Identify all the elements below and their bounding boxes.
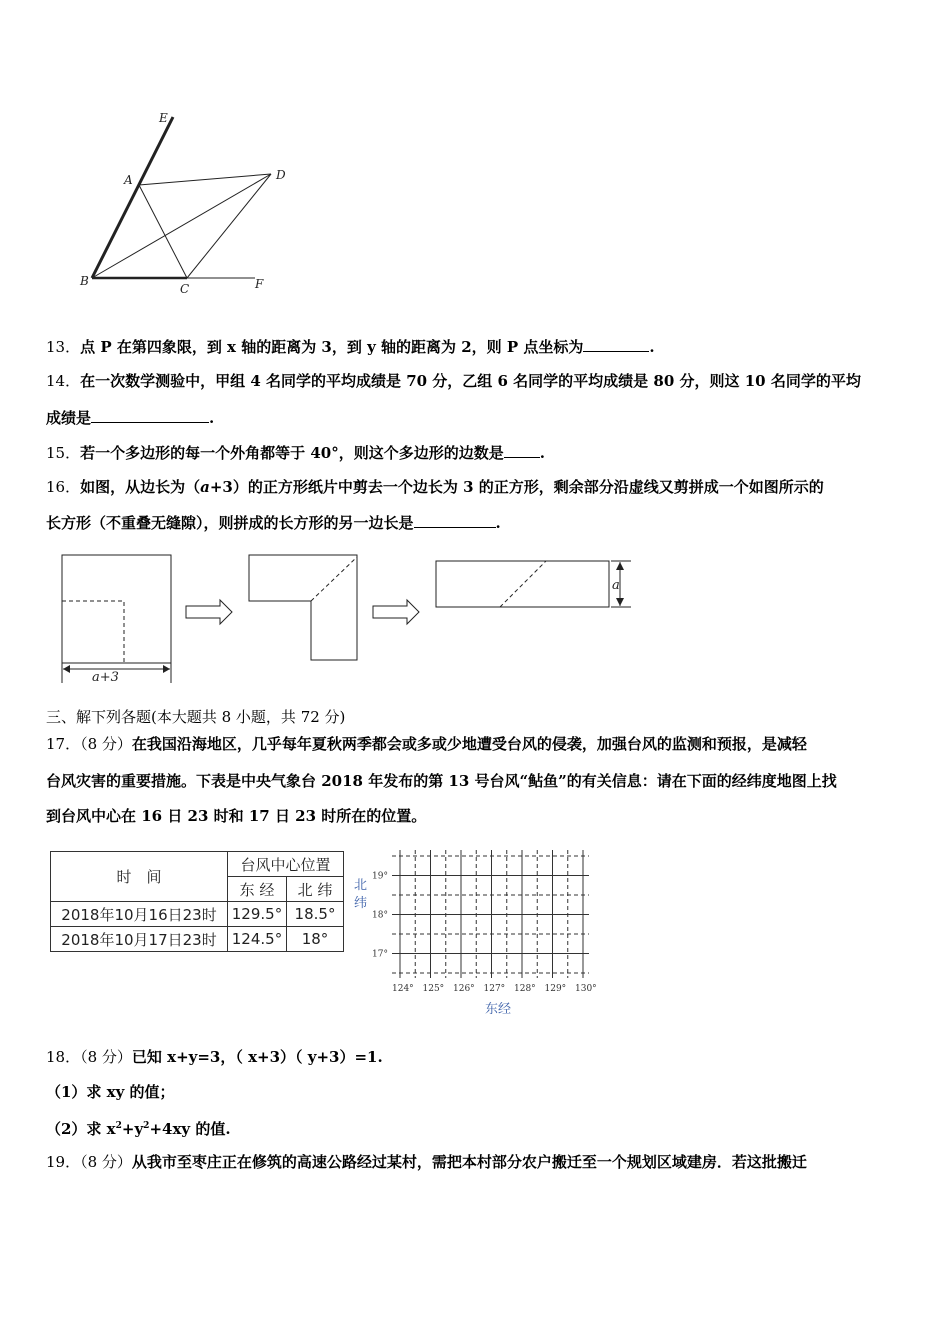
arrowhead-up bbox=[616, 562, 624, 570]
question-14-line2: 成绩是 . bbox=[46, 409, 215, 427]
question-17-line2: 台风灾害的重要措施。下表是中央气象台 2018 年发布的第 13 号台风“鲇鱼”的有关信息：请在下面的经纬度地图上找 bbox=[46, 772, 837, 790]
answer-blank[interactable] bbox=[504, 443, 540, 458]
header-position: 台风中心位置 bbox=[228, 852, 344, 877]
result-rectangle bbox=[436, 561, 609, 607]
lon-tick-label: 127° bbox=[483, 984, 506, 994]
lon-tick-label: 129° bbox=[544, 984, 567, 994]
label-a: A bbox=[124, 173, 133, 187]
question-18: 18．（8 分）已知 x+y=3，（ x+3）（ y+3）=1. bbox=[46, 1048, 383, 1066]
arrowhead-left bbox=[63, 665, 70, 673]
question-13: 13．点 P 在第四象限，到 x 轴的距离为 3，到 y 轴的距离为 2，则 P 点坐标为 . bbox=[46, 338, 655, 356]
row-time: 2018年10月16日23时 bbox=[51, 902, 228, 927]
lat-tick-label: 19° bbox=[372, 871, 388, 882]
lat-tick-label: 17° bbox=[372, 949, 388, 960]
label-c: C bbox=[180, 282, 190, 296]
question-17-line3: 到台风中心在 16 日 23 时和 17 日 23 时所在的位置。 bbox=[46, 807, 427, 825]
header-longitude: 东 经 bbox=[228, 877, 287, 902]
segment-ad bbox=[139, 174, 271, 185]
row-time: 2018年10月17日23时 bbox=[51, 927, 228, 952]
table-row bbox=[51, 902, 344, 927]
label-e: E bbox=[159, 111, 168, 125]
question-15: 15．若一个多边形的每一个外角都等于 40°，则这个多边形的边数是 . bbox=[46, 444, 545, 462]
question-18-part2: （2）求 $x^2+y^2+4xy$ 的值. bbox=[46, 1120, 231, 1138]
typhoon-table bbox=[50, 851, 344, 952]
lat-tick-label: 18° bbox=[372, 910, 388, 921]
answer-blank[interactable] bbox=[414, 513, 496, 528]
header-latitude: 北 纬 bbox=[287, 877, 344, 902]
label-a-plus-3: a+3 bbox=[92, 670, 119, 685]
geometry-figure bbox=[70, 105, 286, 300]
arrow-right-1 bbox=[186, 600, 232, 624]
arrowhead-down bbox=[616, 598, 624, 606]
answer-blank[interactable] bbox=[91, 408, 209, 423]
latlon-grid-map bbox=[350, 845, 610, 1020]
rectangle-dashed-line bbox=[500, 561, 546, 607]
row-longitude: 124.5° bbox=[228, 927, 287, 952]
section-heading: 三、解下列各题(本大题共 8 小题，共 72 分) bbox=[46, 708, 346, 726]
square-cut-figure bbox=[55, 550, 645, 690]
table-row bbox=[51, 927, 344, 952]
label-b: B bbox=[80, 274, 89, 288]
label-d: D bbox=[276, 168, 286, 182]
question-18-part1: （1）求 xy 的值； bbox=[46, 1083, 175, 1101]
map-x-title: 东经 bbox=[485, 1002, 512, 1017]
l-shape bbox=[249, 555, 357, 660]
segment-ac bbox=[139, 185, 187, 278]
lon-tick-label: 124° bbox=[392, 984, 414, 994]
cut-line bbox=[62, 601, 124, 663]
lon-tick-label: 126° bbox=[453, 984, 475, 994]
original-square bbox=[62, 555, 171, 663]
arrow-right-2 bbox=[373, 600, 419, 624]
label-a: a bbox=[612, 578, 620, 593]
header-time: 时 间 bbox=[51, 852, 228, 902]
label-f: F bbox=[255, 277, 264, 291]
question-16: 16．如图，从边长为（a+3）的正方形纸片中剪去一个边长为 3 的正方形，剩余部分沿虚线又剪拼成一个如图所示的 bbox=[46, 478, 824, 496]
l-shape-dashed-cut bbox=[311, 557, 357, 601]
table-header-row bbox=[51, 852, 344, 877]
row-longitude: 129.5° bbox=[228, 902, 287, 927]
question-14: 14．在一次数学测验中，甲组 4 名同学的平均成绩是 70 分，乙组 6 名同学的平均成绩是 80 分，则这 10 名同学的平均 bbox=[46, 372, 861, 390]
question-17: 17．（8 分）在我国沿海地区，几乎每年夏秋两季都会或多或少地遭受台风的侵袭，加强台风的监测和预报，是减轻 bbox=[46, 735, 807, 753]
segment-cd bbox=[187, 174, 271, 278]
arrowhead-right bbox=[163, 665, 170, 673]
map-y-title: 北纬 bbox=[354, 878, 368, 911]
lon-tick-label: 125° bbox=[422, 984, 445, 994]
row-latitude: 18° bbox=[287, 927, 344, 952]
lon-tick-label: 130° bbox=[575, 984, 597, 994]
lon-tick-label: 128° bbox=[514, 984, 536, 994]
answer-blank[interactable] bbox=[583, 337, 649, 352]
row-latitude: 18.5° bbox=[287, 902, 344, 927]
ray-be bbox=[92, 117, 173, 278]
question-19: 19．（8 分）从我市至枣庄正在修筑的高速公路经过某村，需把本村部分农户搬迁至一个规划区域建房．若这批搬迁 bbox=[46, 1153, 807, 1171]
question-16-line2: 长方形（不重叠无缝隙），则拼成的长方形的另一边长是 . bbox=[46, 514, 501, 532]
